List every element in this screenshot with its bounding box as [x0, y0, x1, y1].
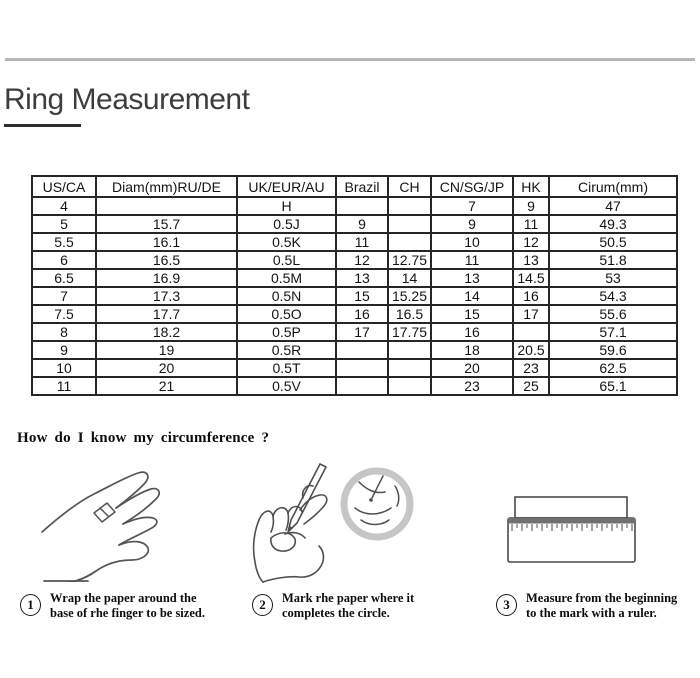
table-cell: 12	[336, 251, 388, 269]
table-cell	[336, 341, 388, 359]
table-cell: 14.5	[513, 269, 549, 287]
table-cell: 0.5N	[237, 287, 336, 305]
table-cell: 0.5M	[237, 269, 336, 287]
table-cell: H	[237, 197, 336, 215]
table-cell: 59.6	[549, 341, 677, 359]
table-cell: 11	[431, 251, 513, 269]
table-cell: 7.5	[32, 305, 96, 323]
table-cell	[336, 359, 388, 377]
table-cell: 17	[513, 305, 549, 323]
table-cell	[336, 377, 388, 395]
table-cell: 20	[96, 359, 237, 377]
table-cell: 15.25	[388, 287, 431, 305]
step-text-line: Measure from the beginning	[526, 591, 678, 605]
table-row	[32, 197, 677, 215]
table-cell: 9	[431, 215, 513, 233]
table-cell: 16.9	[96, 269, 237, 287]
table-header-row	[32, 176, 677, 197]
table-cell: 20.5	[513, 341, 549, 359]
table-cell: 5	[32, 215, 96, 233]
table-row	[32, 341, 677, 359]
table-cell: 9	[32, 341, 96, 359]
table-cell: 0.5K	[237, 233, 336, 251]
table-cell: 13	[513, 251, 549, 269]
table-row	[32, 377, 677, 395]
table-cell: 6.5	[32, 269, 96, 287]
table-cell	[388, 359, 431, 377]
table-cell: 12.75	[388, 251, 431, 269]
table-row	[32, 251, 677, 269]
table-cell: 17.3	[96, 287, 237, 305]
top-divider-line	[5, 58, 695, 61]
page-title: Ring Measurement	[4, 83, 250, 116]
table-cell: 14	[431, 287, 513, 305]
step-2-text	[282, 591, 414, 621]
step-text-line: base of rhe finger to be sized.	[50, 606, 205, 620]
table-cell: 9	[513, 197, 549, 215]
table-row	[32, 359, 677, 377]
table-cell: 51.8	[549, 251, 677, 269]
paper-strip	[515, 497, 627, 518]
table-cell	[388, 215, 431, 233]
table-cell: 5.5	[32, 233, 96, 251]
column-header: UK/EUR/AU	[237, 176, 336, 197]
table-cell: 57.1	[549, 323, 677, 341]
hand-marking-paper-illustration	[243, 458, 423, 584]
table-row	[32, 305, 677, 323]
table-cell	[388, 341, 431, 359]
table-cell: 15.7	[96, 215, 237, 233]
table-cell: 6	[32, 251, 96, 269]
table-cell: 0.5J	[237, 215, 336, 233]
table-cell: 13	[336, 269, 388, 287]
table-cell	[388, 233, 431, 251]
table-cell: 17.7	[96, 305, 237, 323]
column-header: CH	[388, 176, 431, 197]
ruler-illustration	[498, 489, 648, 567]
table-cell: 20	[431, 359, 513, 377]
column-header: US/CA	[32, 176, 96, 197]
title-underline	[4, 124, 81, 127]
table-cell: 15	[431, 305, 513, 323]
table-body	[32, 197, 677, 395]
table-cell: 54.3	[549, 287, 677, 305]
table-cell: 16.5	[388, 305, 431, 323]
step-1-text	[50, 591, 205, 621]
hand-pencil-icon	[243, 458, 423, 584]
table-cell: 4	[32, 197, 96, 215]
table-cell: 0.5P	[237, 323, 336, 341]
table-cell: 11	[32, 377, 96, 395]
table-cell: 9	[336, 215, 388, 233]
column-header: HK	[513, 176, 549, 197]
step-2-number-badge: 2	[252, 594, 273, 616]
table-cell: 50.5	[549, 233, 677, 251]
table-cell: 53	[549, 269, 677, 287]
table-cell: 23	[431, 377, 513, 395]
table-cell: 16	[513, 287, 549, 305]
table-cell	[513, 323, 549, 341]
table-cell	[388, 197, 431, 215]
hand-paper-icon	[28, 464, 213, 582]
table-cell: 19	[96, 341, 237, 359]
table-cell: 0.5L	[237, 251, 336, 269]
step-text-line: to the mark with a ruler.	[526, 606, 657, 620]
table-row	[32, 215, 677, 233]
step-text-line: Wrap the paper around the	[50, 591, 197, 605]
column-header: Cirum(mm)	[549, 176, 677, 197]
table-cell: 47	[549, 197, 677, 215]
table-cell: 16	[431, 323, 513, 341]
table-row	[32, 269, 677, 287]
table-row	[32, 323, 677, 341]
step-text-line: completes the circle.	[282, 606, 390, 620]
table-row	[32, 287, 677, 305]
table-cell: 55.6	[549, 305, 677, 323]
step-1-number-badge: 1	[20, 594, 41, 616]
circumference-heading: How do I know my circumference ?	[17, 430, 270, 446]
table-cell: 0.5R	[237, 341, 336, 359]
table-row	[32, 233, 677, 251]
table-cell: 25	[513, 377, 549, 395]
column-header: CN/SG/JP	[431, 176, 513, 197]
table-cell: 10	[32, 359, 96, 377]
table-cell: 12	[513, 233, 549, 251]
magnifier-ring	[344, 471, 410, 537]
table-cell: 11	[513, 215, 549, 233]
table-cell: 0.5V	[237, 377, 336, 395]
ruler-scale-band	[508, 518, 635, 524]
step-text-line: Mark rhe paper where it	[282, 591, 415, 605]
table-cell: 65.1	[549, 377, 677, 395]
table-cell	[336, 197, 388, 215]
table-cell: 16.5	[96, 251, 237, 269]
column-header: Diam(mm)RU/DE	[96, 176, 237, 197]
table-cell: 14	[388, 269, 431, 287]
table-cell: 62.5	[549, 359, 677, 377]
table-cell	[388, 377, 431, 395]
step-caption-2	[252, 591, 414, 621]
ruler-icon	[498, 489, 648, 567]
table-cell: 49.3	[549, 215, 677, 233]
ring-size-table	[31, 175, 678, 396]
table-header	[32, 176, 677, 197]
table-cell: 11	[336, 233, 388, 251]
table-cell: 15	[336, 287, 388, 305]
table-cell: 21	[96, 377, 237, 395]
table-cell: 23	[513, 359, 549, 377]
step-caption-3	[496, 591, 677, 621]
table-cell: 17.75	[388, 323, 431, 341]
table-cell: 8	[32, 323, 96, 341]
step-3-number-badge: 3	[496, 594, 517, 616]
table-cell: 7	[32, 287, 96, 305]
table-cell: 13	[431, 269, 513, 287]
column-header: Brazil	[336, 176, 388, 197]
hand-with-paper-strip-illustration	[28, 464, 213, 582]
table-cell: 7	[431, 197, 513, 215]
step-caption-1	[20, 591, 205, 621]
table-cell: 16.1	[96, 233, 237, 251]
table-cell: 10	[431, 233, 513, 251]
table-cell: 0.5T	[237, 359, 336, 377]
step-3-text	[526, 591, 677, 621]
table-cell: 18.2	[96, 323, 237, 341]
table-cell: 0.5O	[237, 305, 336, 323]
table-cell: 16	[336, 305, 388, 323]
table-cell: 17	[336, 323, 388, 341]
table-cell	[96, 197, 237, 215]
table-cell: 18	[431, 341, 513, 359]
